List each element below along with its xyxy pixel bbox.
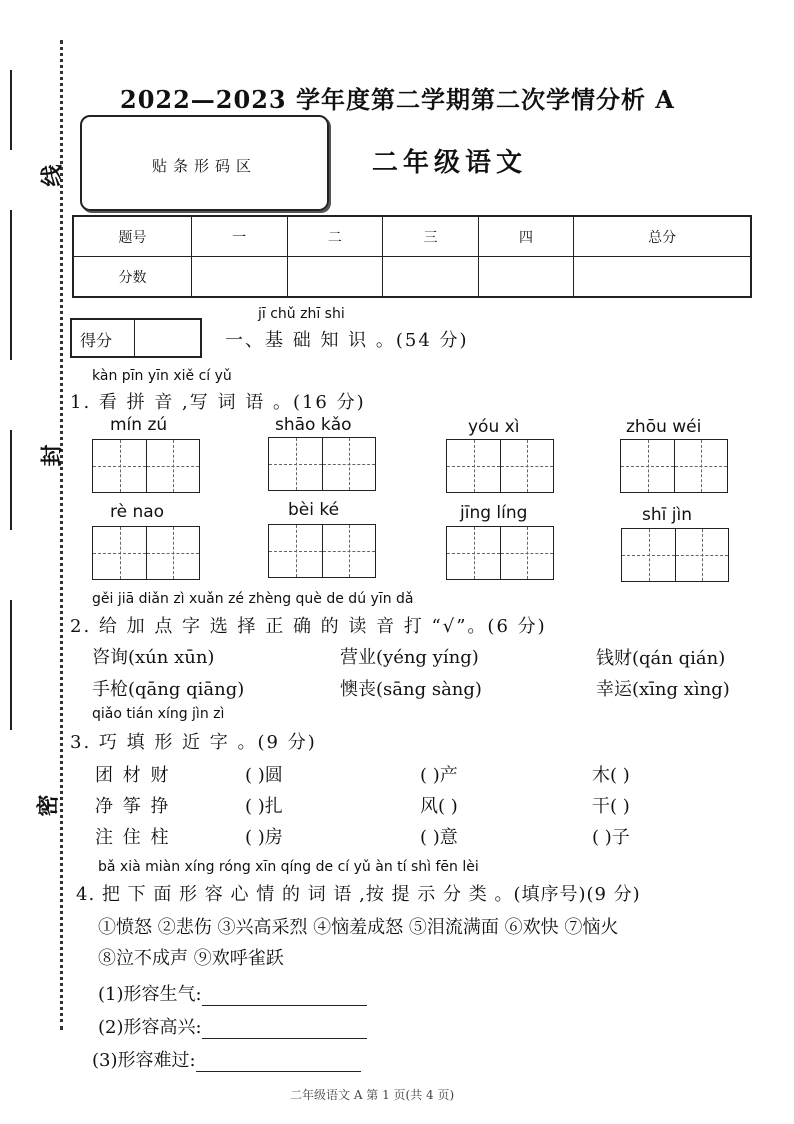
section1-pinyin: jī chǔ zhī shi [258, 306, 345, 322]
q3-char-group: 净 筝 挣 [95, 796, 171, 817]
q1-item-pinyin: rè nao [110, 502, 165, 522]
q3-blank[interactable]: ( )扎 [245, 796, 283, 817]
q1-item-pinyin: shāo kǎo [275, 415, 352, 435]
binding-margin-line [10, 210, 12, 360]
answer-line[interactable] [202, 987, 367, 1006]
q2-title: 2. 给 加 点 字 选 择 正 确 的 读 音 打 “√”。(6 分) [70, 616, 547, 637]
binding-char-xian: 线 [39, 164, 66, 187]
binding-margin-line [10, 70, 12, 150]
q3-blank[interactable]: ( )子 [592, 827, 630, 848]
binding-margin-line [10, 430, 12, 530]
score-box-divider [134, 320, 135, 356]
q4-options: ⑧泣不成声 ⑨欢呼雀跃 [98, 948, 284, 969]
q4-prompt [92, 1046, 361, 1072]
writing-grid[interactable] [621, 528, 729, 582]
q3-char-group: 注 住 柱 [95, 827, 171, 848]
writing-grid[interactable] [446, 526, 554, 580]
q4-prompt-label: (2)形容高兴: [98, 1017, 202, 1038]
q3-char-group: 团 材 财 [95, 765, 171, 786]
q3-blank[interactable]: 干( ) [592, 796, 630, 817]
score-header-cell: 总分 [574, 216, 751, 257]
q1-item-pinyin: zhōu wéi [626, 417, 702, 437]
q3-blank[interactable]: ( )意 [420, 827, 458, 848]
score-header-cell: 二 [287, 216, 383, 257]
writing-grid[interactable] [92, 526, 200, 580]
q4-prompt-label: (3)形容难过: [92, 1050, 196, 1071]
section-score-label: 得分 [80, 331, 113, 350]
score-table-row [73, 257, 751, 298]
score-row-label: 分数 [73, 257, 192, 298]
binding-margin-line [10, 600, 12, 730]
q2-option[interactable]: 懊丧(sāng sàng) [340, 679, 482, 700]
q1-item-pinyin: jīng líng [460, 503, 528, 523]
answer-line[interactable] [196, 1053, 361, 1072]
q1-item-pinyin: yóu xì [468, 417, 520, 437]
writing-grid[interactable] [620, 439, 728, 493]
q3-blank[interactable]: ( )房 [245, 827, 283, 848]
q2-option[interactable]: 营业(yéng yíng) [340, 647, 479, 668]
q1-item-pinyin: mín zú [110, 415, 168, 435]
writing-grid[interactable] [446, 439, 554, 493]
exam-title: 2022—2023 学年度第二学期第二次学情分析 A [120, 85, 675, 114]
score-cell[interactable] [192, 257, 288, 298]
writing-grid[interactable] [268, 437, 376, 491]
binding-char-feng: 封 [39, 444, 66, 467]
score-header-cell: 四 [478, 216, 574, 257]
writing-grid[interactable] [92, 439, 200, 493]
score-cell[interactable] [383, 257, 479, 298]
q3-pinyin: qiǎo tián xíng jìn zì [92, 706, 225, 722]
writing-grid[interactable] [268, 524, 376, 578]
q2-pinyin: gěi jiā diǎn zì xuǎn zé zhèng què de dú yīn dǎ [92, 591, 414, 607]
score-table [72, 215, 752, 298]
q1-title: 1. 看 拼 音 ,写 词 语 。(16 分) [70, 392, 366, 413]
q4-options: ①愤怒 ②悲伤 ③兴高采烈 ④恼羞成怒 ⑤泪流满面 ⑥欢快 ⑦恼火 [98, 917, 619, 938]
q2-option[interactable]: 咨询(xún xūn) [92, 647, 215, 668]
q2-option[interactable]: 幸运(xīng xìng) [596, 679, 730, 700]
score-cell[interactable] [287, 257, 383, 298]
score-cell[interactable] [574, 257, 751, 298]
score-header-cell: 三 [383, 216, 479, 257]
q4-prompt-label: (1)形容生气: [98, 984, 202, 1005]
q1-pinyin: kàn pīn yīn xiě cí yǔ [92, 368, 232, 384]
subject-title: 二年级语文 [372, 148, 528, 178]
page-footer: 二年级语文 A 第 1 页(共 4 页) [290, 1088, 455, 1102]
q3-blank[interactable]: ( )产 [420, 765, 458, 786]
answer-line[interactable] [202, 1020, 367, 1039]
score-header-cell: 题号 [73, 216, 192, 257]
barcode-area [80, 115, 329, 211]
binding-char-mi: 密 [35, 794, 62, 817]
q1-item-pinyin: shī jìn [642, 505, 692, 525]
score-table-header-row [73, 216, 751, 257]
score-header-cell: 一 [192, 216, 288, 257]
barcode-label: 贴条形码区 [151, 157, 257, 175]
q3-title: 3. 巧 填 形 近 字 。(9 分) [70, 732, 317, 753]
score-cell[interactable] [478, 257, 574, 298]
q4-pinyin: bǎ xià miàn xíng róng xīn qíng de cí yǔ àn tí shì fēn lèi [98, 859, 479, 875]
q1-item-pinyin: bèi ké [288, 500, 340, 520]
section1-title: 一、基 础 知 识 。(54 分) [225, 330, 469, 351]
section-score-box [70, 318, 202, 358]
q4-prompt [98, 980, 367, 1006]
binding-dotted-line [60, 40, 63, 1030]
q4-title: 4. 把 下 面 形 容 心 情 的 词 语 ,按 提 示 分 类 。(填序号)(9 分) [76, 884, 641, 905]
q4-prompt [98, 1013, 367, 1039]
q3-blank[interactable]: ( )圆 [245, 765, 283, 786]
q2-option[interactable]: 手枪(qāng qiāng) [92, 679, 245, 700]
q3-blank[interactable]: 木( ) [592, 765, 630, 786]
q2-option[interactable]: 钱财(qán qián) [596, 648, 726, 669]
q3-blank[interactable]: 风( ) [420, 796, 458, 817]
